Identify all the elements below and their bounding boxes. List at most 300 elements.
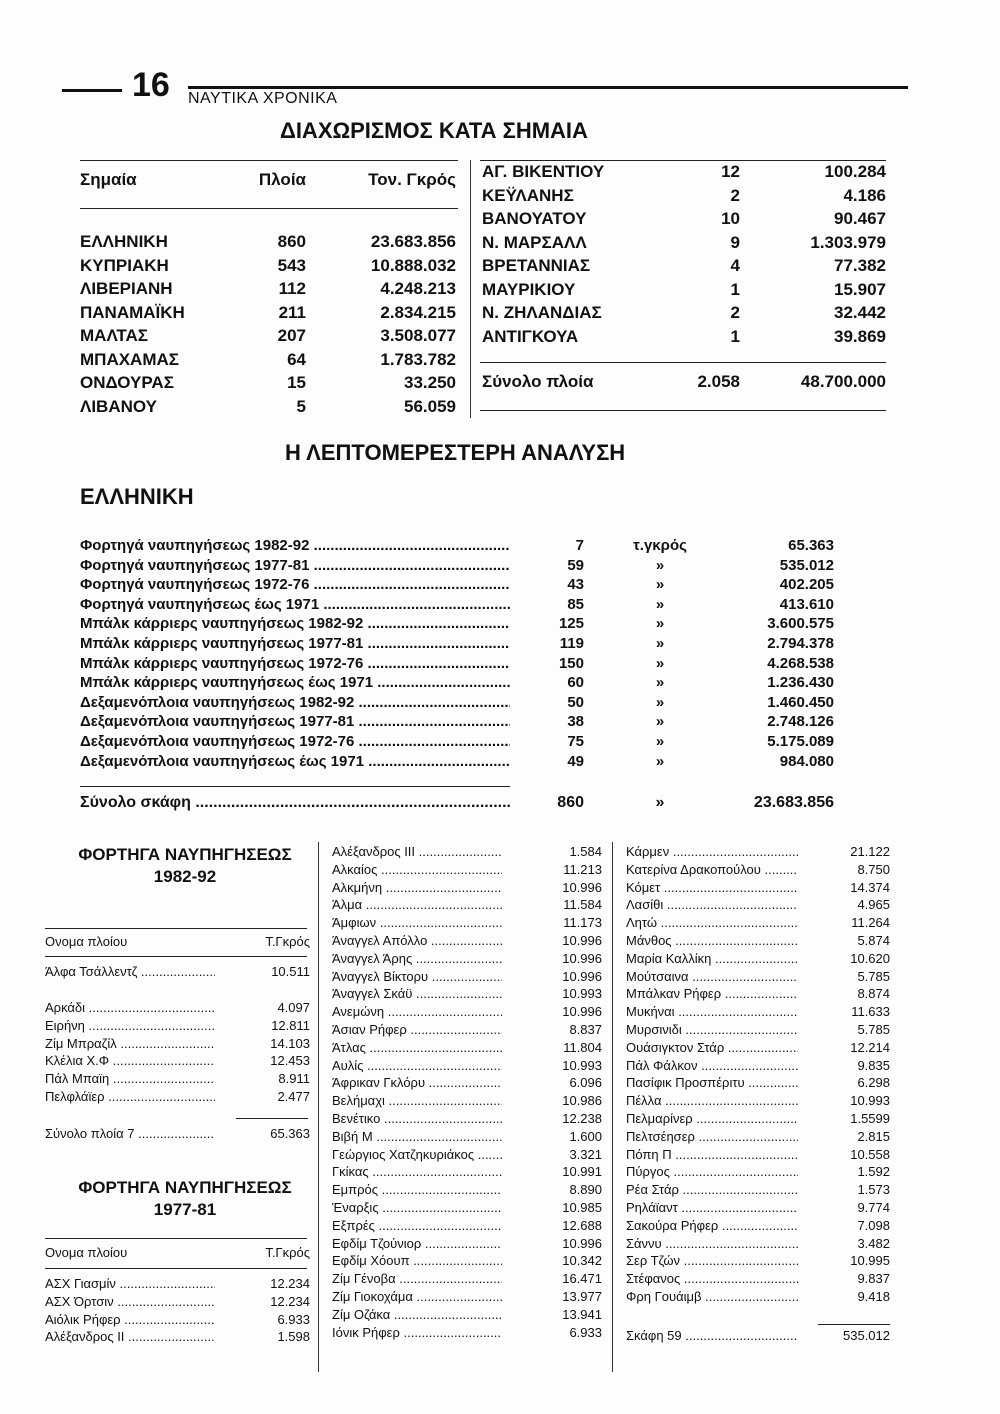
- ship-name-text: Ζίμ Οζάκα: [332, 1306, 391, 1322]
- flag-tons: 4.186: [843, 185, 886, 205]
- flag-name: ΚΥΠΡΙΑΚΗ: [80, 255, 169, 275]
- ship-tons: 12.214: [850, 1039, 890, 1055]
- ship-name: [332, 1218, 502, 1233]
- header-rule-left: [62, 89, 122, 92]
- ship-name-text: Γκίκας: [332, 1164, 369, 1180]
- flag-ships: 207: [277, 326, 306, 345]
- ship-name: [45, 1312, 215, 1327]
- analysis-row-tons: 2.748.126: [767, 713, 834, 731]
- ship-tons: 8.911: [278, 1071, 310, 1087]
- cargo-7781-title-line1: ΦΟΡΤΗΓΑ ΝΑΥΠΗΓΗΣΕΩΣ: [78, 1178, 292, 1197]
- ship-name-text: Σάννυ: [626, 1235, 662, 1251]
- flag-name: ΜΑΥΡΙΚΙΟΥ: [482, 279, 576, 299]
- ship-name-text: Κάρμεν: [626, 844, 670, 859]
- analysis-row-label-text: Φορτηγά ναυπηγήσεως έως 1971: [80, 595, 320, 613]
- ship-name-text: Αιόλικ Ρήφερ: [45, 1311, 121, 1327]
- ship-tons: 14.374: [850, 879, 890, 895]
- ship-tons: 5.785: [857, 1022, 890, 1037]
- ship-tons: 9.774: [857, 1200, 890, 1215]
- col-header-ships: Πλοία: [258, 170, 306, 189]
- analysis-row-tons: 1.460.450: [767, 693, 834, 711]
- analysis-row-label: [80, 674, 510, 691]
- flag-tons: 1.303.979: [810, 232, 886, 252]
- flag-tons: 56.059: [404, 396, 456, 416]
- analysis-total-ditto: »: [655, 794, 665, 811]
- lower-divider-1: [318, 842, 319, 1372]
- ship-tons: 12.811: [271, 1017, 310, 1033]
- ship-name-text: Αλέξανδρος ΙΙ: [45, 1329, 125, 1345]
- flags-column-divider: [470, 160, 471, 418]
- ship-name-text: Μαρία Καλλίκη: [626, 950, 712, 966]
- flag-ships: 15: [287, 373, 306, 392]
- ship-name-text: Ουάσιγκτον Στάρ: [626, 1039, 725, 1055]
- ship-name-text: Μπάλκαν Ρήφερ: [626, 986, 722, 1002]
- ship-name: [626, 1200, 798, 1215]
- ship-tons: 11.804: [563, 1039, 602, 1055]
- flag-ships: 64: [287, 349, 306, 369]
- ship-name-text: Ρηλάϊαντ: [626, 1200, 678, 1215]
- ship-tons: 10.996: [562, 1235, 602, 1251]
- flag-name: ΟΝΔΟΥΡΑΣ: [80, 373, 174, 392]
- flag-tons: 4.248.213: [380, 279, 456, 298]
- ship-name: [45, 1089, 215, 1104]
- analysis-row-label: [80, 733, 510, 750]
- flag-tons: 90.467: [834, 209, 886, 228]
- ship-tons: 16.471: [562, 1271, 602, 1287]
- flag-tons: 15.907: [834, 279, 886, 299]
- ship-name-text: Μυκήναι: [626, 1004, 675, 1020]
- ship-name: [332, 1253, 502, 1268]
- ship-tons: 21.122: [850, 844, 890, 859]
- analysis-total-rule: [80, 786, 510, 787]
- ship-tons: 12.238: [562, 1111, 602, 1126]
- ship-tons: 10.996: [562, 1004, 602, 1020]
- ship-name-text: Μούτσαινα: [626, 968, 689, 984]
- ship-name-text: Έναρξις: [332, 1200, 379, 1215]
- ship-tons: 8.837: [569, 1022, 602, 1037]
- analysis-total-label-text: Σύνολο σκάφη: [80, 794, 191, 811]
- analysis-row-label: [80, 537, 510, 554]
- ship-name-text: Βενέτικο: [332, 1111, 381, 1126]
- ship-name-text: Γεώργιος Χατζηκυριάκος: [332, 1146, 475, 1162]
- ship-name: [626, 1004, 798, 1019]
- ship-name: [332, 915, 502, 930]
- analysis-row-count: 43: [567, 576, 584, 594]
- flags-total-ships: 2.058: [697, 372, 740, 391]
- ship-name-text: Πέλλα: [626, 1093, 662, 1109]
- ship-name: [626, 1075, 798, 1090]
- analysis-row-label: [80, 753, 510, 770]
- ship-name: [626, 1022, 798, 1037]
- ship-name-text: Λασίθι: [626, 897, 664, 913]
- analysis-row-tons: 65.363: [788, 537, 834, 554]
- flag-tons: 33.250: [404, 373, 456, 392]
- ship-name-text: Πάλ Φάλκον: [626, 1057, 698, 1073]
- ship-tons: 9.837: [857, 1271, 890, 1287]
- ship-tons: 9.835: [857, 1057, 890, 1073]
- cargo-8292-header-rule: [45, 956, 307, 957]
- ship-name-text: Λητώ: [626, 915, 658, 931]
- analysis-row-count: 59: [567, 556, 584, 574]
- ship-name: [626, 951, 798, 966]
- ship-name-text: Κόμετ: [626, 879, 661, 895]
- flags-section-title: ΔΙΑΧΩΡΙΣΜΟΣ ΚΑΤΑ ΣΗΜΑΙΑ: [280, 118, 588, 143]
- analysis-row-unit: »: [655, 595, 665, 613]
- ship-name-text: Άναγγελ Βίκτορυ: [332, 968, 429, 984]
- ship-name: [626, 933, 798, 948]
- ship-tons: 6.933: [569, 1324, 602, 1340]
- ship-name: [332, 1200, 502, 1215]
- ship-tons: 1.573: [857, 1182, 890, 1198]
- ship-tons: 10.993: [850, 1093, 890, 1109]
- ship-tons: 2.815: [857, 1128, 890, 1144]
- flag-ships: 5: [296, 396, 306, 416]
- ship-tons: 6.096: [569, 1075, 602, 1091]
- analysis-row-label: [80, 635, 510, 652]
- analysis-row-unit: »: [655, 693, 665, 711]
- ship-name-text: Ειρήνη: [45, 1017, 85, 1033]
- ship-name: [45, 1018, 215, 1033]
- ship-name: [626, 1129, 798, 1144]
- ship-name-text: Αλκαίος: [332, 861, 378, 877]
- ship-name-text: Εφδίμ Χόουπ: [332, 1253, 410, 1269]
- ship-name-text: Αλέξανδρος ΙΙΙ: [332, 844, 416, 859]
- flag-ships: 4: [730, 256, 740, 275]
- ship-tons: 3.482: [857, 1235, 890, 1251]
- ship-name-text: Άμφιων: [332, 915, 377, 931]
- ship-tons: 5.785: [857, 968, 890, 984]
- analysis-row-label-text: Δεξαμενόπλοια ναυπηγήσεως 1972-76: [80, 733, 355, 750]
- flag-tons: 100.284: [824, 162, 886, 181]
- analysis-row-unit: »: [655, 752, 665, 770]
- analysis-row-label-text: Φορτηγά ναυπηγήσεως 1982-92: [80, 537, 310, 554]
- analysis-row-label: [80, 615, 510, 632]
- cargo-8292-col-name: Ονομα πλοίου: [45, 934, 128, 949]
- ship-tons: 6.298: [857, 1075, 890, 1091]
- ship-tons: 13.977: [562, 1289, 602, 1304]
- analysis-row-count: 119: [559, 635, 584, 652]
- ship-name-text: Βελήμαχι: [332, 1093, 385, 1109]
- ship-tons: 13.941: [562, 1306, 602, 1322]
- analysis-total-tons: 23.683.856: [753, 794, 834, 811]
- flags-right-top-rule: [480, 160, 886, 161]
- ship-name-text: Άναγγελ Σκάϋ: [332, 986, 413, 1002]
- ship-tons: 11.633: [851, 1004, 890, 1020]
- analysis-title: Η ΛΕΠΤΟΜΕΡΕΣΤΕΡΗ ΑΝΑΛΥΣΗ: [285, 440, 626, 465]
- analysis-row-count: 7: [575, 537, 584, 554]
- ship-name-text: Εφδίμ Τζούνιορ: [332, 1235, 422, 1251]
- ship-name-text: Πελτσέησερ: [626, 1128, 695, 1144]
- ship-name: [332, 880, 502, 895]
- ship-name-text: Ζίμ Μπραζίλ: [45, 1035, 117, 1051]
- ship-name-text: Άναγγελ Άρης: [332, 950, 413, 966]
- ship-name: [332, 969, 502, 984]
- ship-name-text: Άναγγελ Απόλλο: [332, 933, 428, 948]
- ship-name: [332, 951, 502, 966]
- flag-ships: 12: [721, 162, 740, 181]
- analysis-row-label-text: Φορτηγά ναυπηγήσεως 1972-76: [80, 576, 310, 594]
- ship-tons: 1.584: [569, 844, 602, 859]
- page-number: 16: [132, 66, 170, 104]
- ship-tons: 10.996: [562, 968, 602, 984]
- cargo-8292-top-rule: [45, 928, 307, 929]
- analysis-row-label: [80, 557, 510, 574]
- flag-ships: 543: [277, 255, 306, 275]
- right-list-total-label: [626, 1328, 798, 1343]
- ship-name-text: Άλμα: [332, 897, 363, 913]
- cargo-7781-top-rule: [45, 1238, 307, 1239]
- ship-name-text: ΑΣΧ Όρτσιν: [45, 1293, 114, 1309]
- analysis-row-label-text: Μπάλκ κάρριερς ναυπηγήσεως 1977-81: [80, 635, 364, 652]
- analysis-row-tons: 984.080: [779, 752, 834, 770]
- ship-tons: 10.511: [271, 964, 310, 979]
- ship-tons: 10.995: [850, 1253, 890, 1269]
- ship-name: [45, 964, 215, 979]
- ship-tons: 11.173: [563, 915, 602, 931]
- ship-name: [332, 862, 502, 877]
- analysis-row-tons: 2.794.378: [767, 635, 834, 652]
- right-list-total-rule: [818, 1324, 890, 1325]
- ship-tons: 10.996: [562, 879, 602, 895]
- flag-ships: 860: [277, 232, 306, 251]
- ship-name: [626, 1058, 798, 1073]
- analysis-row-count: 75: [567, 733, 584, 750]
- header-rule-right: [188, 86, 908, 89]
- ship-name: [332, 1129, 502, 1144]
- cargo-8292-total-rule: [236, 1118, 308, 1119]
- flag-name: ΜΑΛΤΑΣ: [80, 326, 148, 345]
- ship-tons: 6.933: [277, 1311, 310, 1327]
- ship-name: [626, 1111, 798, 1126]
- analysis-row-tons: 535.012: [779, 556, 834, 574]
- ship-tons: 10.991: [562, 1164, 602, 1180]
- flag-name: ΠΑΝΑΜΑΪΚΗ: [80, 302, 185, 322]
- flag-name: ΒΑΝΟΥΑΤΟΥ: [482, 209, 587, 228]
- flag-name: ΜΠΑΧΑΜΑΣ: [80, 349, 179, 369]
- flags-total-top-rule: [480, 362, 886, 363]
- ship-name: [332, 1147, 502, 1162]
- ship-name: [45, 1294, 215, 1309]
- flag-tons: 10.888.032: [370, 255, 456, 275]
- ship-name: [332, 1093, 502, 1108]
- cargo-8292-col-tons: Τ.Γκρός: [265, 934, 310, 949]
- analysis-row-tons: 402.205: [779, 576, 834, 594]
- cargo-8292-title-line1: ΦΟΡΤΗΓΑ ΝΑΥΠΗΓΗΣΕΩΣ: [78, 845, 292, 864]
- ship-name-text: Ανεμώνη: [332, 1004, 385, 1020]
- right-list-total-label-text: Σκάφη 59: [626, 1328, 682, 1343]
- ship-name-text: Πασίφικ Προσπέριτυ: [626, 1075, 745, 1091]
- ship-name: [626, 844, 798, 859]
- analysis-row-unit: »: [655, 733, 665, 750]
- ship-name: [626, 1147, 798, 1162]
- ship-tons: 8.890: [569, 1182, 602, 1198]
- ship-name: [626, 986, 798, 1001]
- flags-total-bottom-rule: [480, 410, 886, 411]
- ship-name-text: Ρέα Στάρ: [626, 1182, 679, 1198]
- ship-tons: 11.584: [563, 897, 602, 913]
- ship-name: [332, 1325, 502, 1340]
- ship-name: [626, 1236, 798, 1251]
- ship-name: [45, 1071, 215, 1086]
- cargo-8292-title-line2: 1982-92: [153, 867, 217, 886]
- ship-name: [332, 1182, 502, 1197]
- cargo-8292-total-tons: 65.363: [270, 1126, 310, 1141]
- analysis-row-label: [80, 576, 510, 593]
- ship-name: [626, 1289, 798, 1304]
- ship-tons: 10.342: [562, 1253, 602, 1269]
- ship-name-text: Πόπη Π: [626, 1146, 672, 1162]
- ship-name-text: Πελμαρίνερ: [626, 1111, 693, 1126]
- flag-ships: 2: [730, 185, 740, 205]
- analysis-row-tons: 413.610: [779, 595, 834, 613]
- flag-ships: 112: [278, 279, 306, 298]
- analysis-row-tons: 5.175.089: [767, 733, 834, 750]
- ship-tons: 1.600: [569, 1128, 602, 1144]
- ship-name: [626, 1093, 798, 1108]
- ship-name: [332, 986, 502, 1001]
- ship-name-text: Άλφα Τσάλλεντζ: [45, 964, 138, 979]
- ship-name-text: Πελφλάϊερ: [45, 1089, 105, 1104]
- ship-name: [626, 897, 798, 912]
- cargo-8292-total-label: [45, 1126, 215, 1141]
- analysis-row-label-text: Φορτηγά ναυπηγήσεως 1977-81: [80, 556, 310, 574]
- flags-total-label: Σύνολο πλοία: [482, 372, 594, 391]
- analysis-row-unit: »: [655, 713, 665, 731]
- ship-name-text: Κλέλια Χ.Φ: [45, 1053, 110, 1069]
- ship-name-text: Αυλίς: [332, 1057, 364, 1073]
- flag-tons: 32.442: [834, 303, 886, 322]
- ship-name-text: Ιόνικ Ρήφερ: [332, 1324, 400, 1340]
- ship-name: [626, 915, 798, 930]
- right-list-total-tons: 535.012: [843, 1328, 890, 1343]
- ship-name: [626, 862, 798, 877]
- flag-tons: 23.683.856: [370, 232, 456, 251]
- flag-ships: 2: [730, 303, 740, 322]
- analysis-row-count: 125: [558, 615, 584, 633]
- ship-name: [332, 1164, 502, 1179]
- cargo-8292-total-label-text: Σύνολο πλοία 7: [45, 1126, 135, 1141]
- analysis-row-count: 85: [567, 595, 584, 613]
- ship-tons: 12.688: [562, 1217, 602, 1233]
- ship-name: [45, 1000, 215, 1015]
- ship-name: [332, 844, 502, 859]
- analysis-row-label: [80, 596, 510, 613]
- analysis-total-count: 860: [557, 794, 584, 811]
- flag-tons: 3.508.077: [380, 326, 456, 345]
- ship-name: [332, 1022, 502, 1037]
- analysis-row-tons: 4.268.538: [767, 654, 834, 672]
- analysis-row-unit: »: [655, 654, 665, 672]
- analysis-row-label-text: Δεξαμενόπλοια ναυπηγήσεως 1982-92: [80, 693, 355, 711]
- ship-name: [45, 1036, 215, 1051]
- analysis-row-count: 60: [567, 674, 584, 692]
- ship-tons: 10.996: [562, 933, 602, 948]
- ship-name-text: Σακούρα Ρήφερ: [626, 1217, 719, 1233]
- flag-tons: 39.869: [834, 326, 886, 346]
- ship-name-text: Άσιαν Ρήφερ: [332, 1022, 407, 1037]
- ship-name: [332, 1271, 502, 1286]
- flag-name: ΒΡΕΤΑΝΝΙΑΣ: [482, 256, 591, 275]
- ship-name: [626, 880, 798, 895]
- ship-tons: 8.874: [857, 986, 890, 1002]
- analysis-total-label: [80, 794, 510, 812]
- analysis-row-label-text: Δεξαμενόπλοια ναυπηγήσεως έως 1971: [80, 752, 365, 770]
- ship-name: [332, 897, 502, 912]
- analysis-row-unit: »: [655, 556, 665, 574]
- flag-name: ΑΓ. ΒΙΚΕΝΤΙΟΥ: [482, 162, 605, 181]
- analysis-row-unit: τ.γκρός: [633, 537, 687, 554]
- flag-ships: 9: [730, 232, 740, 252]
- ship-name-text: Μάνθος: [626, 933, 672, 948]
- flags-header-rule: [80, 208, 458, 209]
- ship-name: [332, 1058, 502, 1073]
- analysis-row-tons: 3.600.575: [767, 615, 834, 633]
- analysis-row-label: [80, 655, 510, 672]
- ship-tons: 1.592: [857, 1164, 890, 1180]
- flags-total-tons: 48.700.000: [800, 372, 886, 391]
- analysis-row-count: 49: [567, 752, 584, 770]
- ship-name: [626, 1164, 798, 1179]
- flag-tons: 1.783.782: [380, 349, 456, 369]
- ship-name: [626, 1218, 798, 1233]
- ship-name: [626, 1182, 798, 1197]
- flag-ships: 10: [721, 209, 740, 228]
- ship-name-text: Ζίμ Γένοβα: [332, 1271, 396, 1287]
- ship-tons: 12.234: [270, 1293, 310, 1309]
- ship-name-text: Κατερίνα Δρακοπούλου: [626, 861, 761, 877]
- ship-tons: 1.598: [277, 1329, 310, 1345]
- ship-name: [45, 1276, 215, 1291]
- flags-top-rule: [80, 160, 458, 161]
- ship-tons: 3.321: [569, 1146, 602, 1162]
- ship-tons: 10.993: [562, 986, 602, 1002]
- ship-name-text: Εμπρός: [332, 1182, 379, 1198]
- cargo-7781-title-line2: 1977-81: [153, 1200, 217, 1219]
- analysis-row-unit: »: [655, 635, 665, 652]
- analysis-row-unit: »: [655, 576, 665, 594]
- ship-name: [332, 1040, 502, 1055]
- flag-tons: 77.382: [834, 256, 886, 275]
- ship-name-text: Βιβή Μ: [332, 1128, 373, 1144]
- flag-name: ΛΙΒΕΡΙΑΝΗ: [80, 279, 173, 298]
- flag-name: Ν. ΜΑΡΣΑΛΛ: [482, 232, 587, 252]
- analysis-row-count: 50: [567, 693, 584, 711]
- flag-ships: 1: [730, 326, 740, 346]
- ship-name-text: Πύργος: [626, 1164, 670, 1180]
- analysis-row-label: [80, 713, 510, 730]
- flag-ships: 211: [278, 302, 306, 322]
- ship-tons: 12.234: [270, 1276, 310, 1291]
- ship-name: [332, 1289, 502, 1304]
- ship-name-text: Σερ Τζών: [626, 1253, 681, 1269]
- ship-name: [626, 1040, 798, 1055]
- analysis-row-label: [80, 694, 510, 711]
- ship-tons: 14.103: [270, 1035, 310, 1051]
- ship-name: [332, 1307, 502, 1322]
- flag-name: ΛΙΒΑΝΟΥ: [80, 396, 157, 416]
- lower-divider-2: [612, 842, 613, 1372]
- ship-name: [45, 1053, 215, 1068]
- col-header-flag: Σημαία: [80, 170, 137, 189]
- analysis-subtitle: ΕΛΛΗΝΙΚΗ: [80, 484, 194, 509]
- ship-name-text: Άτλας: [332, 1039, 366, 1055]
- analysis-row-label-text: Μπάλκ κάρριερς ναυπηγήσεως έως 1971: [80, 674, 374, 692]
- ship-name: [626, 1271, 798, 1286]
- ship-tons: 10.620: [850, 950, 890, 966]
- analysis-row-unit: »: [655, 674, 665, 692]
- ship-tons: 10.996: [562, 950, 602, 966]
- col-header-tons: Τον. Γκρός: [368, 170, 456, 189]
